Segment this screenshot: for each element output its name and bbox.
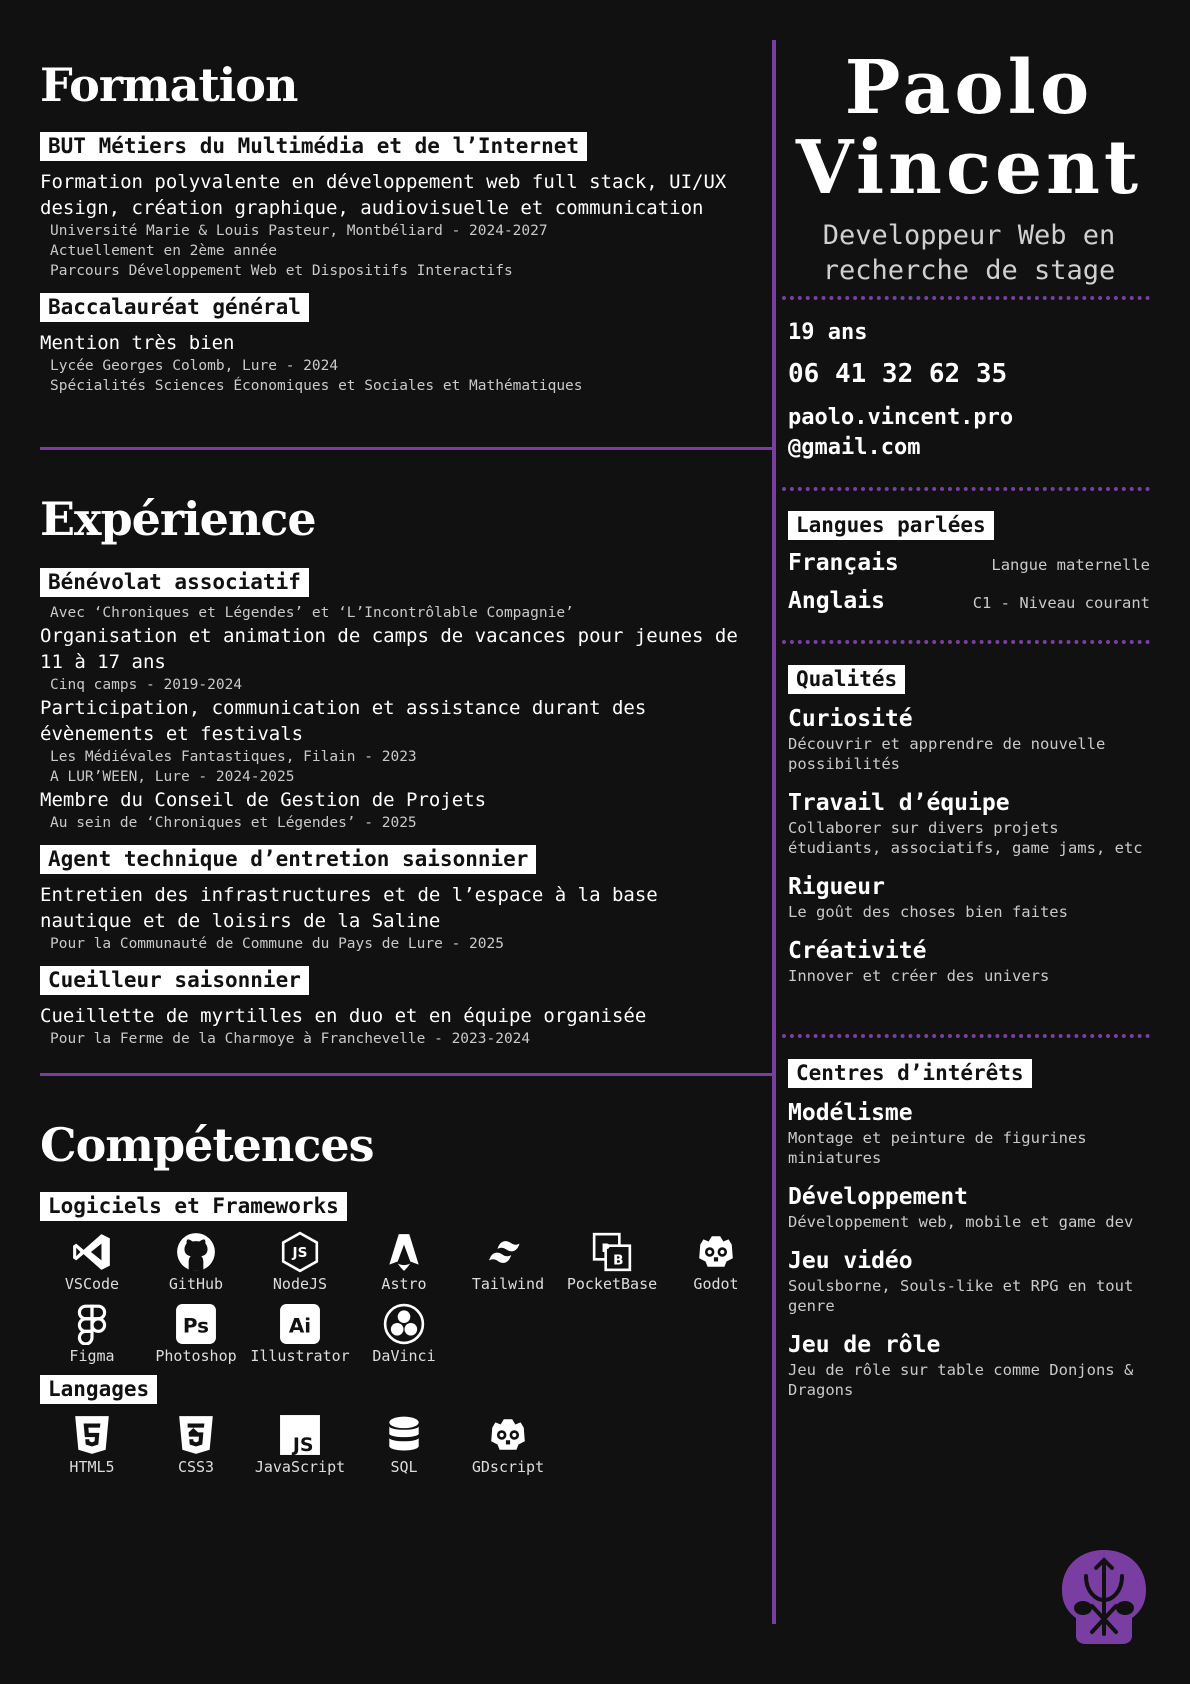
but-year: Actuellement en 2ème année	[50, 243, 277, 260]
css3-icon	[175, 1414, 217, 1456]
illustrator-icon	[279, 1303, 321, 1345]
section-title-experience: Expérience	[40, 492, 316, 546]
dotted-divider-2	[782, 487, 1150, 491]
interests-block	[788, 1059, 1150, 1414]
skill-label: Astro	[381, 1275, 427, 1294]
tag-but: BUT Métiers du Multimédia et de l’Internet	[40, 132, 587, 161]
interest-desc: Montage et peinture de figurines miniatures	[788, 1129, 1087, 1168]
astro-icon	[383, 1231, 425, 1273]
svg-text:P: P	[601, 1241, 610, 1256]
interest-desc: Développement web, mobile et game dev	[788, 1213, 1134, 1232]
svg-text:JS: JS	[292, 1245, 308, 1262]
nodejs-icon	[279, 1231, 321, 1273]
gdscript-icon	[487, 1414, 529, 1456]
skill-label: JavaScript	[254, 1458, 346, 1477]
benevolat-council-detail: Au sein de ‘Chroniques et Légendes’ - 2025	[50, 815, 417, 832]
dotted-divider-4	[782, 1034, 1150, 1038]
skill-sql	[352, 1414, 456, 1486]
language-level: C1 - Niveau courant	[972, 594, 1150, 613]
first-name: Paolo	[844, 45, 1094, 131]
skill-photoshop	[144, 1303, 248, 1375]
skill-label: CSS3	[177, 1458, 215, 1477]
header-name-block	[788, 45, 1150, 288]
skill-label: DaVinci	[372, 1347, 436, 1366]
contact-block	[788, 320, 1150, 463]
skill-label: SQL	[390, 1458, 418, 1477]
language-level: Langue maternelle	[991, 556, 1150, 575]
skill-label: NodeJS	[272, 1275, 328, 1294]
but-school: Université Marie & Louis Pasteur, Montbéliard - 2024-2027	[50, 223, 548, 240]
benevolat-associations: Avec ‘Chroniques et Légendes’ et ‘L’Incontrôlable Compagnie’	[50, 605, 574, 622]
quality-desc: Découvrir et apprendre de nouvelle possibilités	[788, 735, 1106, 774]
figma-icon	[71, 1303, 113, 1345]
svg-text:JS: JS	[292, 1434, 314, 1457]
email-line-1: paolo.vincent.pro	[788, 405, 1014, 430]
section-title-competences: Compétences	[40, 1118, 374, 1172]
skill-pocketbase	[560, 1231, 664, 1303]
github-icon	[175, 1231, 217, 1273]
tag-qualites: Qualités	[788, 665, 905, 694]
section-title-formation: Formation	[40, 58, 298, 112]
dotted-divider-1	[782, 296, 1150, 300]
benevolat-events-detail-2: A LUR’WEEN, Lure - 2024-2025	[50, 769, 295, 786]
but-track: Parcours Développement Web et Dispositifs Interactifs	[50, 263, 513, 280]
bac-specialities: Spécialités Sciences Économiques et Sociales et Mathématiques	[50, 378, 583, 395]
software-icons	[40, 1231, 780, 1375]
tag-langages: Langages	[40, 1375, 157, 1404]
language-icons	[40, 1414, 780, 1486]
quality-title: Créativité	[788, 938, 927, 965]
skill-label: HTML5	[69, 1458, 115, 1477]
cueilleur-detail: Pour la Ferme de la Charmoye à Franchevelle - 2023-2024	[50, 1031, 531, 1048]
benevolat-events-detail-1: Les Médiévales Fantastiques, Filain - 2023	[50, 749, 417, 766]
but-description: Formation polyvalente en développement web full stack, UI/UX design, création graphique, audiovisuelle et communication	[40, 171, 727, 220]
bac-description: Mention très bien	[40, 332, 235, 355]
skill-label: PocketBase	[566, 1275, 658, 1294]
dotted-divider-3	[782, 640, 1150, 644]
divider-formation	[40, 447, 774, 450]
competences-section	[40, 1118, 760, 1486]
svg-text:Ps: Ps	[182, 1313, 210, 1338]
skill-vscode	[40, 1231, 144, 1303]
skill-label: Photoshop	[155, 1347, 237, 1366]
godot-icon	[695, 1231, 737, 1273]
quality-title: Rigueur	[788, 874, 885, 901]
skill-illustrator	[248, 1303, 352, 1375]
last-name: Vincent	[795, 125, 1143, 211]
skill-label: Godot	[693, 1275, 739, 1294]
bac-school: Lycée Georges Colomb, Lure - 2024	[50, 358, 339, 375]
skill-nodejs	[248, 1231, 352, 1303]
quality-desc: Collaborer sur divers projets étudiants, associatifs, game jams, etc	[788, 819, 1143, 858]
skill-github	[144, 1231, 248, 1303]
vertical-divider	[772, 40, 776, 1624]
tag-logiciels: Logiciels et Frameworks	[40, 1192, 347, 1221]
interest-desc: Jeu de rôle sur table comme Donjons & Dragons	[788, 1361, 1134, 1400]
language-row	[788, 550, 1150, 576]
language-name: Français	[788, 550, 899, 577]
skill-html5	[40, 1414, 144, 1486]
language-name: Anglais	[788, 588, 885, 615]
quality-desc: Innover et créer des univers	[788, 967, 1050, 986]
qualities-block	[788, 665, 1150, 1000]
skill-tailwind	[456, 1231, 560, 1303]
tag-interets: Centres d’intérêts	[788, 1059, 1032, 1088]
benevolat-events: Participation, communication et assistance durant des évènements et festivals	[40, 697, 647, 746]
agent-description: Entretien des infrastructures et de l’espace à la base nautique et de loisirs de la Saline	[40, 884, 658, 933]
tag-cueilleur: Cueilleur saisonnier	[40, 966, 309, 995]
photoshop-icon	[175, 1303, 217, 1345]
skill-label: GDscript	[471, 1458, 545, 1477]
skill-label: Figma	[69, 1347, 115, 1366]
skill-godot	[664, 1231, 768, 1303]
job-title: Developpeur Web en recherche de stage	[822, 220, 1116, 286]
interest-desc: Soulsborne, Souls-like et RPG en tout genre	[788, 1277, 1134, 1316]
agent-detail: Pour la Communauté de Commune du Pays de Lure - 2025	[50, 936, 504, 953]
interest-title: Jeu de rôle	[788, 1332, 941, 1359]
interest-title: Modélisme	[788, 1100, 913, 1127]
cueilleur-description: Cueillette de myrtilles en duo et en équipe organisée	[40, 1005, 647, 1028]
interest-title: Jeu vidéo	[788, 1248, 913, 1275]
pocketbase-icon	[591, 1231, 633, 1273]
quality-desc: Le goût des choses bien faites	[788, 903, 1068, 922]
experience-section	[40, 492, 760, 1049]
javascript-icon	[279, 1414, 321, 1456]
languages-block	[788, 511, 1150, 614]
tailwind-icon	[487, 1231, 529, 1273]
skill-label: VSCode	[64, 1275, 120, 1294]
skill-label: Illustrator	[250, 1347, 350, 1366]
vscode-icon	[71, 1231, 113, 1273]
skill-gdscript	[456, 1414, 560, 1486]
age: 19 ans	[788, 320, 868, 345]
formation-section	[40, 58, 760, 396]
html5-icon	[71, 1414, 113, 1456]
quality-title: Travail d’équipe	[788, 790, 1010, 817]
skill-label: Tailwind	[471, 1275, 545, 1294]
skill-davinci	[352, 1303, 456, 1375]
skill-css3	[144, 1414, 248, 1486]
tag-bac: Baccalauréat général	[40, 293, 309, 322]
benevolat-council: Membre du Conseil de Gestion de Projets	[40, 789, 487, 812]
email-line-2: @gmail.com	[788, 435, 921, 460]
interest-title: Développement	[788, 1184, 969, 1211]
phone-number: 06 41 32 62 35	[788, 359, 1008, 389]
skill-javascript	[248, 1414, 352, 1486]
benevolat-camps-detail: Cinq camps - 2019-2024	[50, 677, 243, 694]
tag-agent: Agent technique d’entretion saisonnier	[40, 845, 536, 874]
svg-text:B: B	[613, 1252, 624, 1269]
svg-text:Ai: Ai	[288, 1313, 312, 1338]
sql-icon	[383, 1414, 425, 1456]
skill-astro	[352, 1231, 456, 1303]
skull-logo-icon	[1056, 1546, 1152, 1646]
benevolat-camps: Organisation et animation de camps de vacances pour jeunes de 11 à 17 ans	[40, 625, 738, 674]
skill-figma	[40, 1303, 144, 1375]
divider-experience	[40, 1073, 774, 1076]
quality-title: Curiosité	[788, 706, 913, 733]
language-row	[788, 588, 1150, 614]
tag-benevolat: Bénévolat associatif	[40, 568, 309, 597]
davinci-icon	[383, 1303, 425, 1345]
tag-langues: Langues parlées	[788, 511, 994, 540]
skill-label: GitHub	[168, 1275, 224, 1294]
